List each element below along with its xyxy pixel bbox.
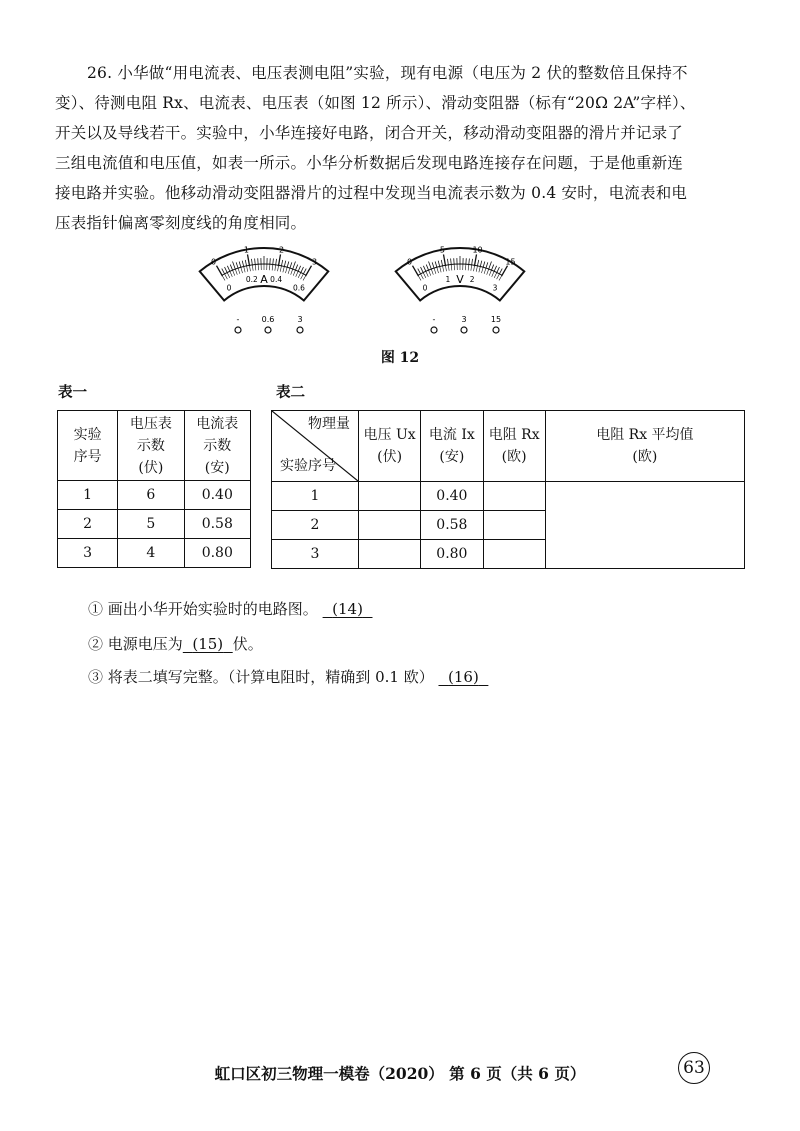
table1-row [58, 539, 251, 568]
table1-header-cell: 电压表 示数 (伏) [118, 411, 184, 481]
question-14 [88, 598, 372, 619]
table1-row [58, 481, 251, 510]
voltmeter-outer-label: 15 [505, 257, 516, 267]
answer-blank[interactable]: (16) [448, 668, 479, 686]
table2-cell [359, 511, 421, 540]
question-text: 将表二填写完整。（计算电阻时，精确到 0.1 欧） [107, 668, 434, 686]
table1-cell: 2 [58, 510, 118, 539]
voltmeter-terminal[interactable] [493, 327, 499, 333]
table2-average-cell [545, 482, 744, 569]
table2-cell: 0.58 [421, 511, 483, 540]
table2-caption: 表二 [276, 384, 305, 401]
corner-bottom-label: 实验序号 [280, 458, 336, 474]
voltmeter-inner-label: 0 [422, 283, 428, 293]
ammeter-terminal-label: - [236, 315, 240, 324]
voltmeter-outer-label: 5 [439, 245, 446, 255]
table2-header-cell: 电流 Ix (安) [421, 411, 483, 482]
table1 [57, 410, 251, 568]
table1-cell: 5 [118, 510, 184, 539]
table2-cell: 1 [272, 482, 359, 511]
ammeter-inner-label: 0 [226, 283, 232, 293]
table1-cell: 3 [58, 539, 118, 568]
voltmeter-outer-label: 10 [472, 245, 483, 255]
ammeter-inner-label: 0.6 [293, 283, 305, 293]
figure-12-meters [190, 238, 570, 336]
table2-cell [483, 540, 545, 569]
voltmeter-inner-label: 1 [445, 275, 451, 285]
problem-line: 26. 小华做“用电流表、电压表测电阻”实验，现有电源（电压为 2 伏的整数倍且保持不 [87, 64, 688, 82]
table2-cell [359, 540, 421, 569]
table1-row [58, 510, 251, 539]
problem-line: 压表指针偏离零刻度线的角度相同。 [55, 214, 307, 232]
voltmeter-unit-label: V [456, 273, 464, 286]
corner-top-label: 物理量 [308, 416, 350, 432]
voltmeter-inner-label: 3 [492, 283, 498, 293]
question-16 [88, 666, 488, 687]
question-text: 画出小华开始实验时的电路图。 [107, 600, 318, 618]
ammeter-terminal-label: 0.6 [261, 315, 275, 324]
table1-header-cell: 实验 序号 [58, 411, 118, 481]
ammeter-inner-label: 0.4 [270, 275, 283, 285]
table2-cell: 3 [272, 540, 359, 569]
voltmeter-outer-label: 0 [406, 257, 413, 267]
table1-header-row [58, 411, 251, 481]
table2-header-cell: 电压 Ux (伏) [359, 411, 421, 482]
ammeter [200, 246, 329, 333]
table2 [271, 410, 745, 569]
ammeter-unit-label: A [260, 273, 268, 286]
voltmeter-terminal-label: - [432, 315, 436, 324]
voltmeter-inner-label: 2 [469, 275, 475, 285]
voltmeter-terminal-label: 3 [461, 315, 467, 324]
ammeter-outer-label: 3 [311, 257, 318, 267]
table2-header-row [272, 411, 745, 482]
ammeter-terminal[interactable] [235, 327, 241, 333]
table1-caption: 表一 [58, 384, 87, 401]
ammeter-outer-label: 1 [243, 245, 250, 255]
question-after-text: 伏。 [232, 635, 263, 653]
question-number: ③ [88, 668, 104, 686]
table2-cell: 0.40 [421, 482, 483, 511]
table1-cell: 0.80 [184, 539, 250, 568]
problem-line: 开关以及导线若干。实验中，小华连接好电路，闭合开关，移动滑动变阻器的滑片并记录了 [55, 124, 684, 142]
question-number: ② [88, 635, 104, 653]
table2-header-cell: 电阻 Rx 平均值 (欧) [545, 411, 744, 482]
table2-header-cell: 电阻 Rx (欧) [483, 411, 545, 482]
voltmeter [396, 246, 525, 333]
page-badge: 63 [678, 1052, 710, 1084]
voltmeter-terminal[interactable] [431, 327, 437, 333]
ammeter-outer-label: 2 [278, 245, 285, 255]
table1-header-cell: 电流表 示数 (安) [184, 411, 250, 481]
table2-cell [359, 482, 421, 511]
figure-caption: 图 12 [380, 350, 420, 366]
table2-cell [483, 482, 545, 511]
answer-blank[interactable]: (15) [192, 635, 224, 653]
table1-cell: 6 [118, 481, 184, 510]
question-number: ① [88, 600, 104, 618]
table1-cell: 0.58 [184, 510, 250, 539]
answer-blank[interactable]: (14) [332, 600, 363, 618]
table2-cell: 2 [272, 511, 359, 540]
problem-line: 变）、待测电阻 Rx、电流表、电压表（如图 12 所示）、滑动变阻器（标有“20Ω 2A”字样）、 [55, 94, 696, 112]
ammeter-inner-label: 0.2 [245, 275, 258, 285]
table1-cell: 1 [58, 481, 118, 510]
question-15 [88, 633, 263, 654]
table2-corner-cell [272, 411, 359, 482]
problem-line: 接电路并实验。他移动滑动变阻器滑片的过程中发现当电流表示数为 0.4 安时，电流表和电 [55, 184, 688, 202]
ammeter-terminal-label: 3 [297, 315, 303, 324]
problem-line: 三组电流值和电压值，如表一所示。小华分析数据后发现电路连接存在问题，于是他重新连 [55, 154, 684, 172]
table2-cell [483, 511, 545, 540]
voltmeter-terminal-label: 15 [490, 315, 502, 324]
ammeter-terminal[interactable] [297, 327, 303, 333]
voltmeter-terminal[interactable] [461, 327, 467, 333]
ammeter-outer-label: 0 [210, 257, 217, 267]
table2-row [272, 482, 745, 511]
question-text: 电源电压为 [107, 635, 183, 653]
page-footer: 虹口区初三物理一模卷（2020） 第 6 页（共 6 页） [214, 1064, 586, 1083]
table1-cell: 0.40 [184, 481, 250, 510]
problem-statement [55, 58, 745, 238]
table1-cell: 4 [118, 539, 184, 568]
table2-cell: 0.80 [421, 540, 483, 569]
ammeter-terminal[interactable] [265, 327, 271, 333]
